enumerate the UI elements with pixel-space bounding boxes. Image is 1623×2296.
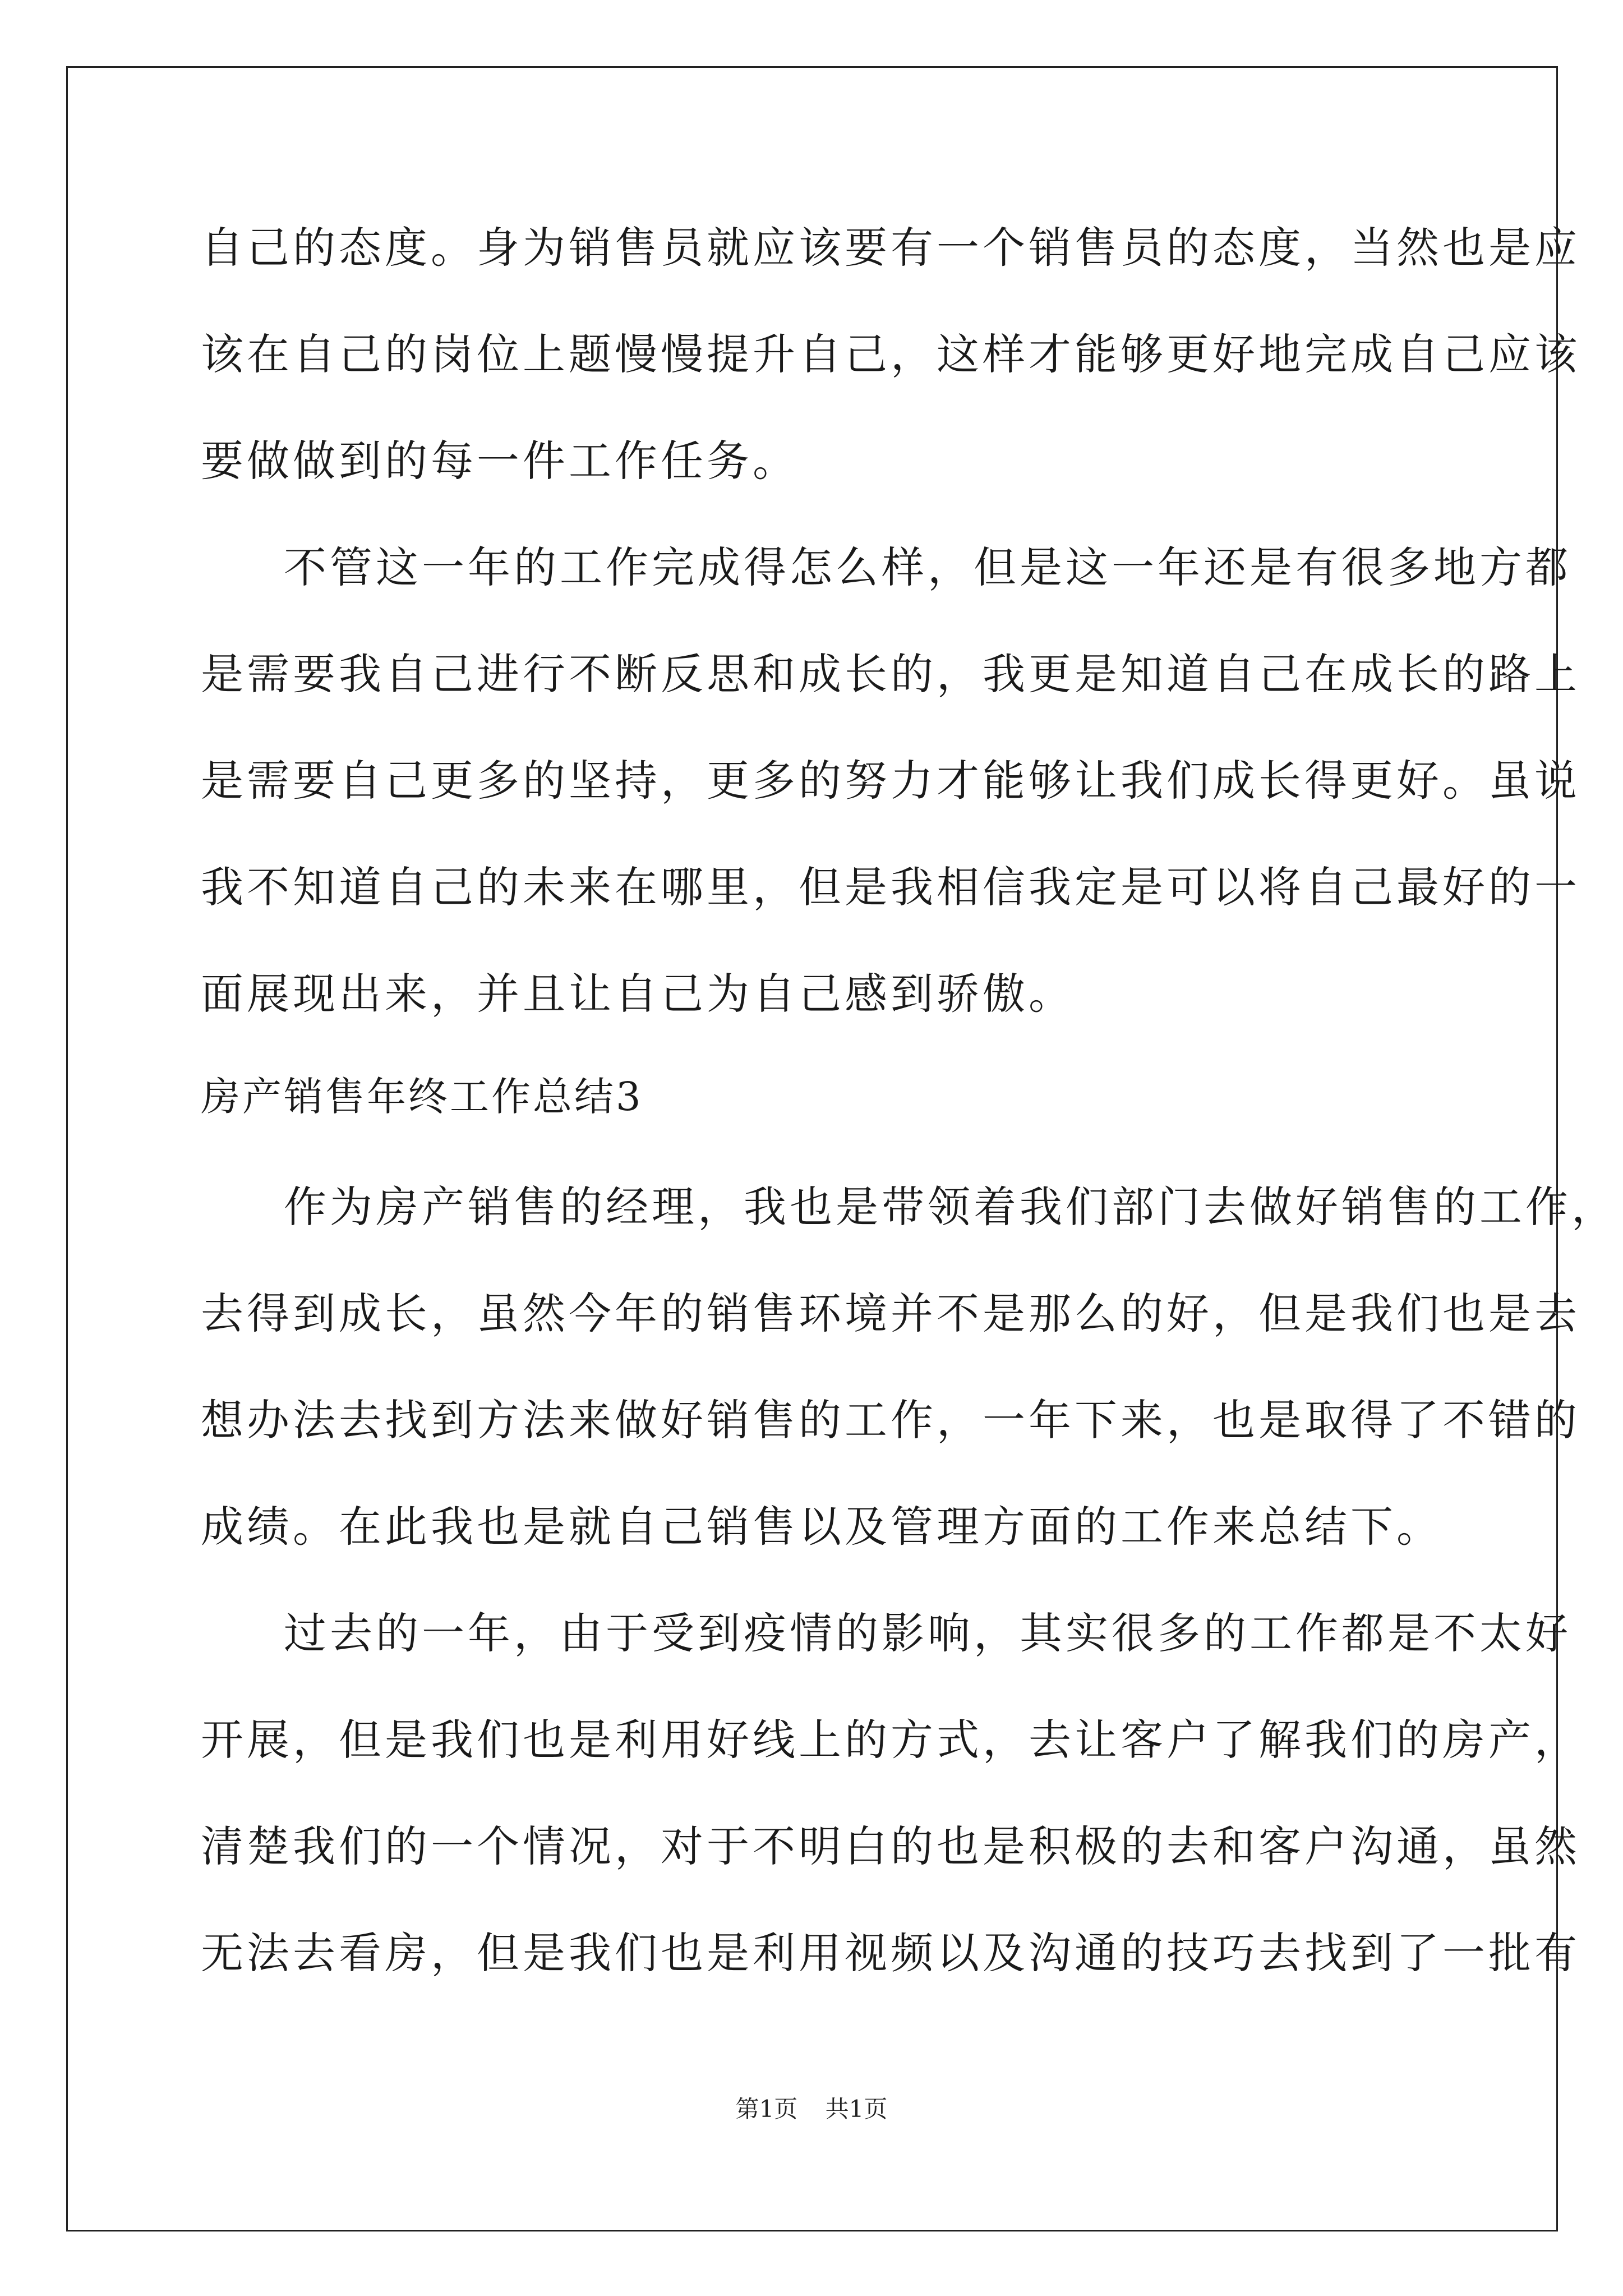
paragraph-start-line: 作为房产销售的经理，我也是带领着我们部门去做好销售的工作， (284, 1182, 1617, 1232)
paragraph-start-line: 不管这一年的工作完成得怎么样，但是这一年还是有很多地方都 (284, 542, 1571, 592)
text-line: 开展，但是我们也是利用好线上的方式，去让客户了解我们的房产， (201, 1715, 1580, 1765)
page-number-total: 共1页 (825, 2095, 888, 2123)
page-footer (0, 2095, 1623, 2123)
text-line: 成绩。在此我也是就自己销售以及管理方面的工作来总结下。 (201, 1502, 1442, 1552)
page-border (66, 66, 1558, 2231)
text-line: 去得到成长，虽然今年的销售环境并不是那么的好，但是我们也是去 (201, 1289, 1580, 1338)
text-line: 无法去看房，但是我们也是利用视频以及沟通的技巧去找到了一批有 (201, 1928, 1580, 1978)
text-line: 是需要自己更多的坚持，更多的努力才能够让我们成长得更好。虽说 (201, 756, 1580, 806)
text-line: 面展现出来，并且让自己为自己感到骄傲。 (201, 969, 1075, 1019)
text-line: 要做做到的每一件工作任务。 (201, 436, 799, 486)
text-line: 我不知道自己的未来在哪里，但是我相信我定是可以将自己最好的一 (201, 862, 1580, 912)
text-line: 该在自己的岗位上题慢慢提升自己，这样才能够更好地完成自己应该 (201, 329, 1580, 379)
paragraph-start-line: 过去的一年，由于受到疫情的影响，其实很多的工作都是不太好 (284, 1608, 1571, 1658)
page-number-current: 第1页 (735, 2095, 798, 2123)
text-line: 想办法去找到方法来做好销售的工作，一年下来，也是取得了不错的 (201, 1395, 1580, 1445)
text-line: 自己的态度。身为销售员就应该要有一个销售员的态度，当然也是应 (201, 223, 1580, 273)
section-heading: 房产销售年终工作总结3 (201, 1074, 643, 1120)
text-line: 清楚我们的一个情况，对于不明白的也是积极的去和客户沟通，虽然 (201, 1821, 1580, 1871)
text-line: 是需要我自己进行不断反思和成长的，我更是知道自己在成长的路上 (201, 649, 1580, 699)
